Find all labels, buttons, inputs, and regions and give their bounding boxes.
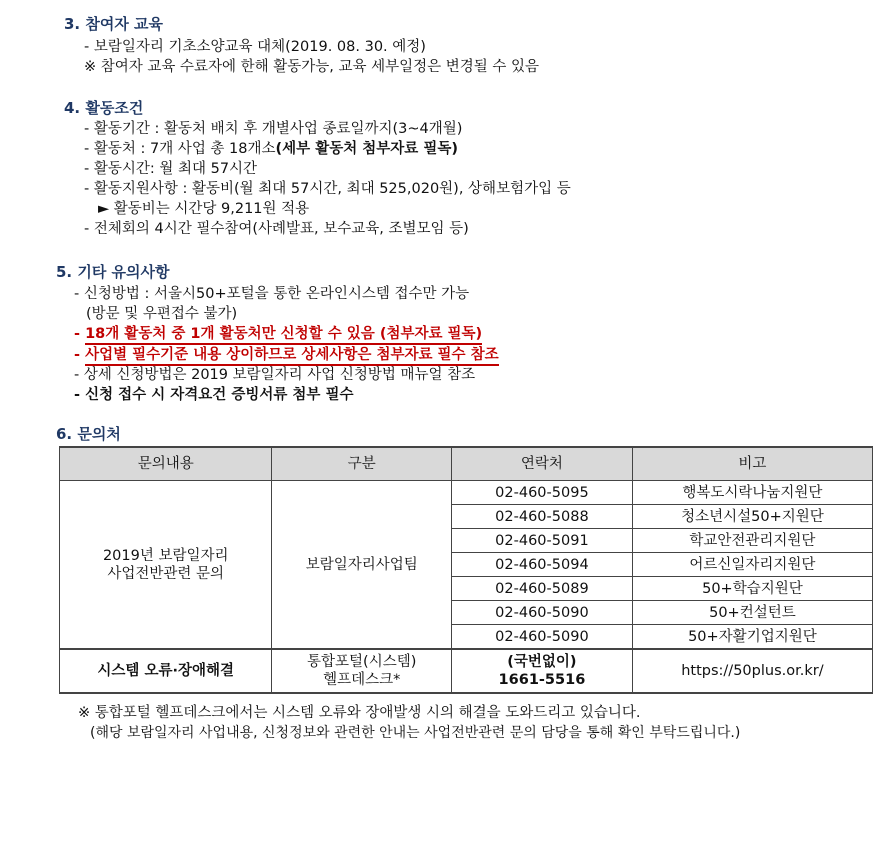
sec4-item-rate: ► 활동비는 시간당 9,211원 적용	[98, 201, 310, 217]
table-row-system	[60, 649, 873, 693]
group2-url[interactable]: https://50plus.or.kr/	[632, 649, 872, 693]
note-cell: 50+자활기업지원단	[632, 625, 872, 650]
table-row	[60, 481, 873, 505]
group1-topic	[60, 481, 272, 650]
note-cell: 청소년시설50+지원단	[632, 505, 872, 529]
header-note: 비고	[632, 447, 872, 481]
sec4-item-period: - 활동기간 : 활동처 배치 후 개별사업 종료일까지(3~4개월)	[84, 121, 463, 137]
sec5-item-criteria	[74, 345, 499, 365]
contact-table	[59, 446, 873, 694]
sec3-note: ※ 참여자 교육 수료자에 한해 활동가능, 교육 세부일정은 변경될 수 있음	[84, 59, 540, 75]
group2-phone-line2: 1661-5516	[498, 672, 586, 688]
note-cell: 어르신일자리지원단	[632, 553, 872, 577]
sec4-item-place-text: - 활동처 : 7개 사업 총 18개소	[84, 141, 276, 157]
header-division: 구분	[272, 447, 452, 481]
group2-phone-line1: (국번없이)	[507, 654, 577, 670]
group2-division-line2: 헬프데스크*	[323, 672, 401, 688]
sec4-item-support: - 활동지원사항 : 활동비(월 최대 57시간, 최대 525,020원), 상해보험가입 등	[84, 181, 571, 197]
sec5-dash-2: -	[74, 347, 86, 363]
group2-topic: 시스템 오류·장애해결	[60, 649, 272, 693]
section-3-title: 3. 참여자 교육	[64, 15, 164, 33]
sec5-item-docs: - 신청 접수 시 자격요건 증빙서류 첨부 필수	[74, 387, 354, 403]
phone-cell: 02-460-5091	[452, 529, 633, 553]
phone-cell: 02-460-5090	[452, 625, 633, 650]
sec4-item-place	[84, 139, 458, 159]
sec5-dash-1: -	[74, 326, 86, 342]
phone-cell: 02-460-5088	[452, 505, 633, 529]
contact-table-header	[60, 447, 873, 481]
footnote-2: (해당 보람일자리 사업내용, 신청정보와 관련한 안내는 사업전반관련 문의 담당을 통해 확인 부탁드립니다.)	[90, 725, 741, 741]
group2-division	[272, 649, 452, 693]
note-cell: 50+컨설턴트	[632, 601, 872, 625]
note-cell: 학교안전관리지원단	[632, 529, 872, 553]
section-5-title: 5. 기타 유의사항	[56, 263, 170, 281]
sec3-item-1: - 보람일자리 기초소양교육 대체(2019. 08. 30. 예정)	[84, 39, 426, 55]
group1-division: 보람일자리사업팀	[272, 481, 452, 650]
note-cell: 50+학습지원단	[632, 577, 872, 601]
group1-topic-line1: 2019년 보람일자리	[102, 547, 229, 564]
footnote-1: ※ 통합포털 헬프데스크에서는 시스템 오류와 장애발생 시의 해결을 도와드리고 있습니다.	[78, 705, 641, 721]
sec4-item-meeting: - 전체회의 4시간 필수참여(사례발표, 보수교육, 조별모임 등)	[84, 221, 469, 237]
section-6-title: 6. 문의처	[56, 425, 121, 443]
header-phone: 연락처	[452, 447, 633, 481]
note-cell: 행복도시락나눔지원단	[632, 481, 872, 505]
group1-topic-line2: 사업전반관련 문의	[107, 565, 225, 582]
phone-cell: 02-460-5089	[452, 577, 633, 601]
header-topic: 문의내용	[60, 447, 272, 481]
sec5-one-place-text: 18개 활동처 중 1개 활동처만 신청할 수 있음 (첨부자료 필독)	[85, 326, 482, 345]
group2-phone	[452, 649, 633, 693]
phone-cell: 02-460-5090	[452, 601, 633, 625]
sec5-item-method: - 신청방법 : 서울시50+포털을 통한 온라인시스템 접수만 가능	[74, 286, 470, 302]
sec4-item-place-bold: (세부 활동처 첨부자료 필독)	[275, 141, 458, 157]
sec5-criteria-text: 사업별 필수기준 내용 상이하므로 상세사항은 첨부자료 필수 참조	[85, 347, 499, 366]
phone-cell: 02-460-5095	[452, 481, 633, 505]
group2-division-line1: 통합포털(시스템)	[307, 654, 417, 670]
sec4-item-hours: - 활동시간: 월 최대 57시간	[84, 161, 258, 177]
sec5-item-manual: - 상세 신청방법은 2019 보람일자리 사업 신청방법 매뉴얼 참조	[74, 367, 476, 383]
sec5-item-one-place	[74, 324, 482, 344]
section-4-title: 4. 활동조건	[64, 99, 144, 117]
sec5-item-method-note: (방문 및 우편접수 불가)	[86, 306, 238, 322]
phone-cell: 02-460-5094	[452, 553, 633, 577]
